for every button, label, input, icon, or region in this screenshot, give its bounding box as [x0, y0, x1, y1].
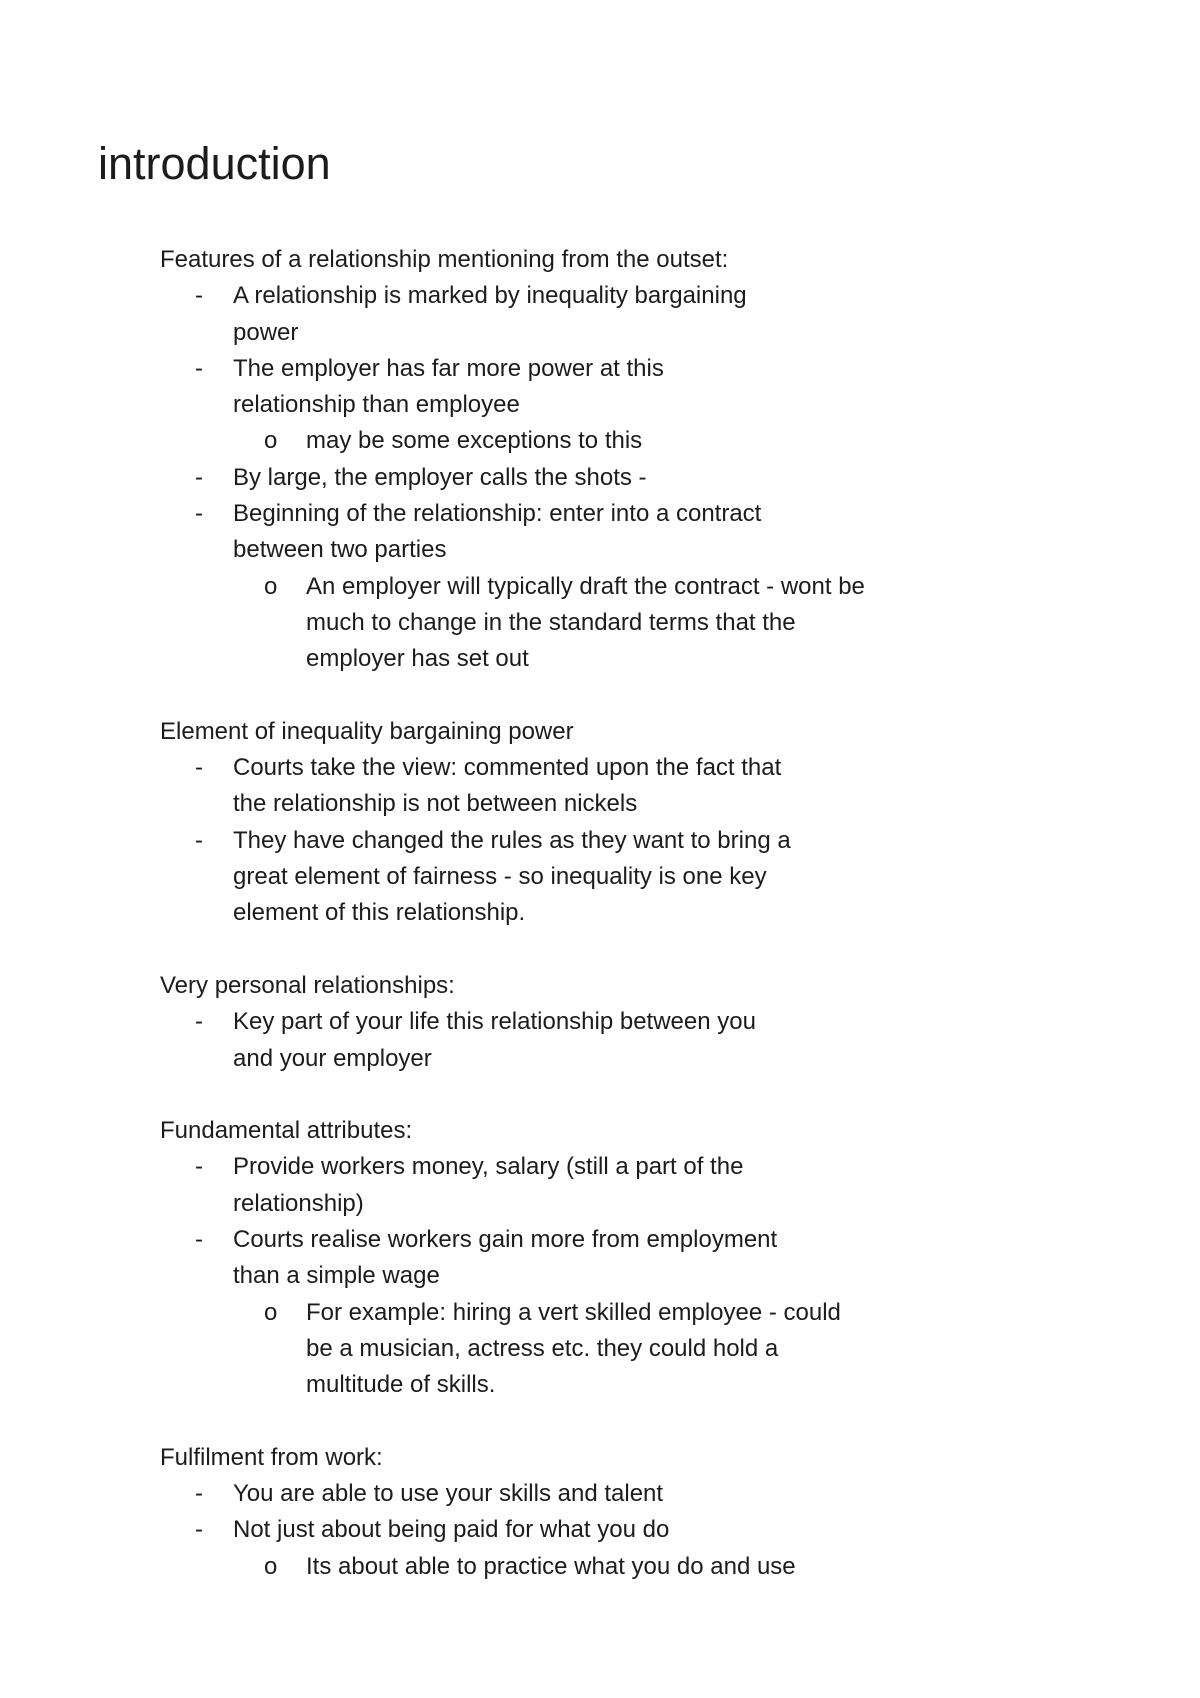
sub-bullet-item — [160, 569, 866, 678]
bullet-item — [160, 496, 793, 569]
bullet-item — [160, 1004, 793, 1077]
dash-bullet-icon: - — [195, 1153, 203, 1181]
dash-bullet-icon: - — [195, 463, 203, 491]
dash-bullet-icon: - — [195, 1226, 203, 1254]
bullet-text: Provide workers money, salary (still a part of the relationship) — [233, 1153, 744, 1217]
notes-body — [160, 242, 920, 1621]
sub-bullet-text: Its about able to practice what you do and use — [306, 1552, 796, 1580]
circle-bullet-icon: o — [264, 1298, 278, 1326]
dash-bullet-icon: - — [195, 1480, 203, 1508]
section-heading: Fundamental attributes: — [160, 1117, 413, 1145]
bullet-text: Courts realise workers gain more from employment than a simple wage — [233, 1226, 778, 1290]
bullet-item — [160, 1149, 793, 1222]
bullet-text: Not just about being paid for what you do — [233, 1516, 670, 1544]
circle-bullet-icon: o — [264, 427, 278, 455]
bullet-text: The employer has far more power at this relationship than employee — [233, 354, 664, 419]
section-heading: Fulfilment from work: — [160, 1443, 383, 1471]
sub-bullet-item — [160, 1549, 866, 1585]
bullet-text: They have changed the rules as they want to bring a great element of fairness - so inequality is one key element of this relationship. — [233, 826, 791, 927]
sub-bullet-text: An employer will typically draft the contract - wont be much to change in the standard terms that the employer has set out — [306, 572, 865, 673]
dash-bullet-icon: - — [195, 754, 203, 782]
section-heading: Features of a relationship mentioning from the outset: — [160, 246, 729, 273]
circle-bullet-icon: o — [264, 1552, 278, 1580]
bullet-text: A relationship is marked by inequality bargaining power — [233, 282, 747, 346]
bullet-item — [160, 1476, 793, 1512]
notes-section — [160, 242, 920, 678]
bullet-item — [160, 750, 793, 823]
sub-bullet-item — [160, 1295, 866, 1404]
dash-bullet-icon: - — [195, 1516, 203, 1544]
bullet-item — [160, 460, 793, 496]
notes-section — [160, 714, 920, 932]
sub-bullet-item — [160, 423, 866, 459]
dash-bullet-icon: - — [195, 826, 203, 854]
dash-bullet-icon: - — [195, 354, 203, 382]
dash-bullet-icon: - — [195, 282, 203, 310]
bullet-text: You are able to use your skills and talent — [233, 1480, 664, 1508]
dash-bullet-icon: - — [195, 500, 203, 528]
bullet-text: Beginning of the relationship: enter into a contract between two parties — [233, 500, 762, 564]
section-heading: Element of inequality bargaining power — [160, 717, 574, 745]
notes-section — [160, 1113, 920, 1403]
bullet-text: By large, the employer calls the shots - — [233, 463, 647, 491]
bullet-item — [160, 278, 793, 351]
bullet-item — [160, 1512, 793, 1548]
sub-bullet-text: may be some exceptions to this — [306, 427, 643, 455]
bullet-item — [160, 1222, 793, 1295]
bullet-item — [160, 351, 793, 424]
bullet-text: Key part of your life this relationship between you and your employer — [233, 1008, 756, 1072]
dash-bullet-icon: - — [195, 1008, 203, 1036]
notes-section — [160, 968, 920, 1077]
section-heading: Very personal relationships: — [160, 971, 455, 999]
circle-bullet-icon: o — [264, 572, 278, 600]
page-title: introduction — [98, 138, 331, 189]
sub-bullet-text: For example: hiring a vert skilled employee - could be a musician, actress etc. they could hold a multitude of skills. — [306, 1298, 841, 1399]
bullet-item — [160, 823, 793, 932]
notes-section — [160, 1440, 920, 1585]
bullet-text: Courts take the view: commented upon the fact that the relationship is not between nickels — [233, 754, 782, 818]
